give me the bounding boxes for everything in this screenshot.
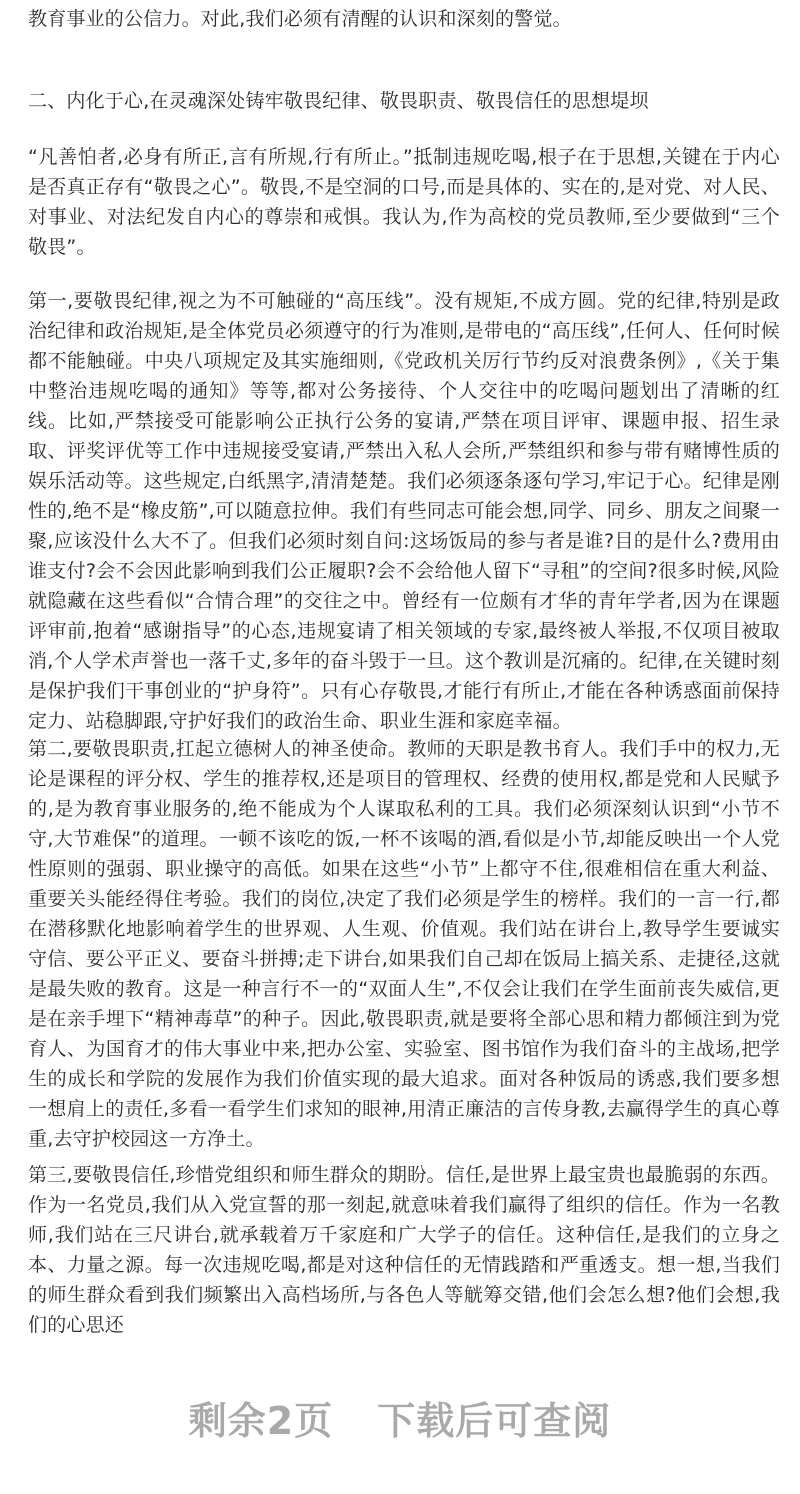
paragraph-quote: “凡善怕者,必身有所正,言有所规,行有所止。”抵制违规吃喝,根子在于思想,关键在于内心是否真正存有“敬畏之心”。敬畏,不是空洞的口号,而是具体的、实在的,是对党、对人民、对事业、对法纪发自内心的尊崇和戒惧。我认为,作为高校的党员教师,至少要做到“三个敬畏”。 [28,146,780,258]
remaining-pages-label[interactable]: 剩余2页 [188,1399,334,1443]
download-to-view-label[interactable]: 下载后可查阅 [377,1399,612,1443]
download-banner[interactable] [0,1390,800,1445]
paragraph-second-point: 第二,要敬畏职责,扛起立德树人的神圣使命。教师的天职是教书育人。我们手中的权力,无论是课程的评分权、学生的推荐权,还是项目的管理权、经费的使用权,都是党和人民赋予的,是为教育事业服务的,绝不能成为个人谋取私利的工具。我们必须深刻认识到“小节不守,大节难保”的道理。一顿不该吃的饭,一杯不该喝的酒,看似是小节,却能反映出一个人党性原则的强弱、职业操守的高低。如果在这些“小节”上都守不住,很难相信在重大利益、重要关头能经得住考验。我们的岗位,决定了我们必须是学生的榜样。我们的一言一行,都在潜移默化地影响着学生的世界观、人生观、价值观。我们站在讲台上,教导学生要诚实守信、要公平正义、要奋斗拼搏;走下讲台,如果我们自己却在饭局上搞关系、走捷径,这就是最失败的教育。这是一种言行不一的“双面人生”,不仅会让我们在学生面前丧失威信,更是在亲手埋下“精神毒草”的种子。因此,敬畏职责,就是要将全部心思和精力都倾注到为党育人、为国育才的伟大事业中来,把办公室、实验室、图书馆作为我们奋斗的主战场,把学生的成长和学院的发展作为我们价值实现的最大追求。面对各种饭局的诱惑,我们要多想一想肩上的责任,多看一看学生们求知的眼神,用清正廉洁的言传身教,去赢得学生的真心尊重,去守护校园这一方净土。 [28,738,780,1150]
section-heading: 二、内化于心,在灵魂深处铸牢敬畏纪律、敬畏职责、敬畏信任的思想堤坝 [28,90,649,112]
paragraph-third-point: 第三,要敬畏信任,珍惜党组织和师生群众的期盼。信任,是世界上最宝贵也最脆弱的东西。作为一名党员,我们从入党宣誓的那一刻起,就意味着我们赢得了组织的信任。作为一名教师,我们站在三尺讲台,就承载着万千家庭和广大学子的信任。这种信任,是我们的立身之本、力量之源。每一次违规吃喝,都是对这种信任的无情践踏和严重透支。想一想,当我们的师生群众看到我们频繁出入高档场所,与各色人等觥筹交错,他们会怎么想?他们会想,我们的心思还 [28,1164,780,1336]
paragraph-intro-tail: 教育事业的公信力。对此,我们必须有清醒的认识和深刻的警觉。 [28,8,572,30]
paragraph-first-point: 第一,要敬畏纪律,视之为不可触碰的“高压线”。没有规矩,不成方圆。党的纪律,特别是政治纪律和政治规矩,是全体党员必须遵守的行为准则,是带电的“高压线”,任何人、任何时候都不能触碰。中央八项规定及其实施细则,《党政机关厉行节约反对浪费条例》,《关于集中整治违规吃喝的通知》等等,都对公务接待、个人交往中的吃喝问题划出了清晰的红线。比如,严禁接受可能影响公正执行公务的宴请,严禁在项目评审、课题申报、招生录取、评奖评优等工作中违规接受宴请,严禁出入私人会所,严禁组织和参与带有赌博性质的娱乐活动等。这些规定,白纸黑字,清清楚楚。我们必须逐条逐句学习,牢记于心。纪律是刚性的,绝不是“橡皮筋”,可以随意拉伸。我们有些同志可能会想,同学、同乡、朋友之间聚一聚,应该没什么大不了。但我们必须时刻自问:这场饭局的参与者是谁?目的是什么?费用由谁支付?会不会因此影响到我们公正履职?会不会给他人留下“寻租”的空间?很多时候,风险就隐藏在这些看似“合情合理”的交往之中。曾经有一位颇有才华的青年学者,因为在课题评审前,抱着“感谢指导”的心态,违规宴请了相关领域的专家,最终被人举报,不仅项目被取消,个人学术声誉也一落千丈,多年的奋斗毁于一旦。这个教训是沉痛的。纪律,在关键时刻是保护我们干事创业的“护身符”。只有心存敬畏,才能行有所止,才能在各种诱惑面前保持定力、站稳脚跟,守护好我们的政治生命、职业生涯和家庭幸福。 [28,290,780,732]
